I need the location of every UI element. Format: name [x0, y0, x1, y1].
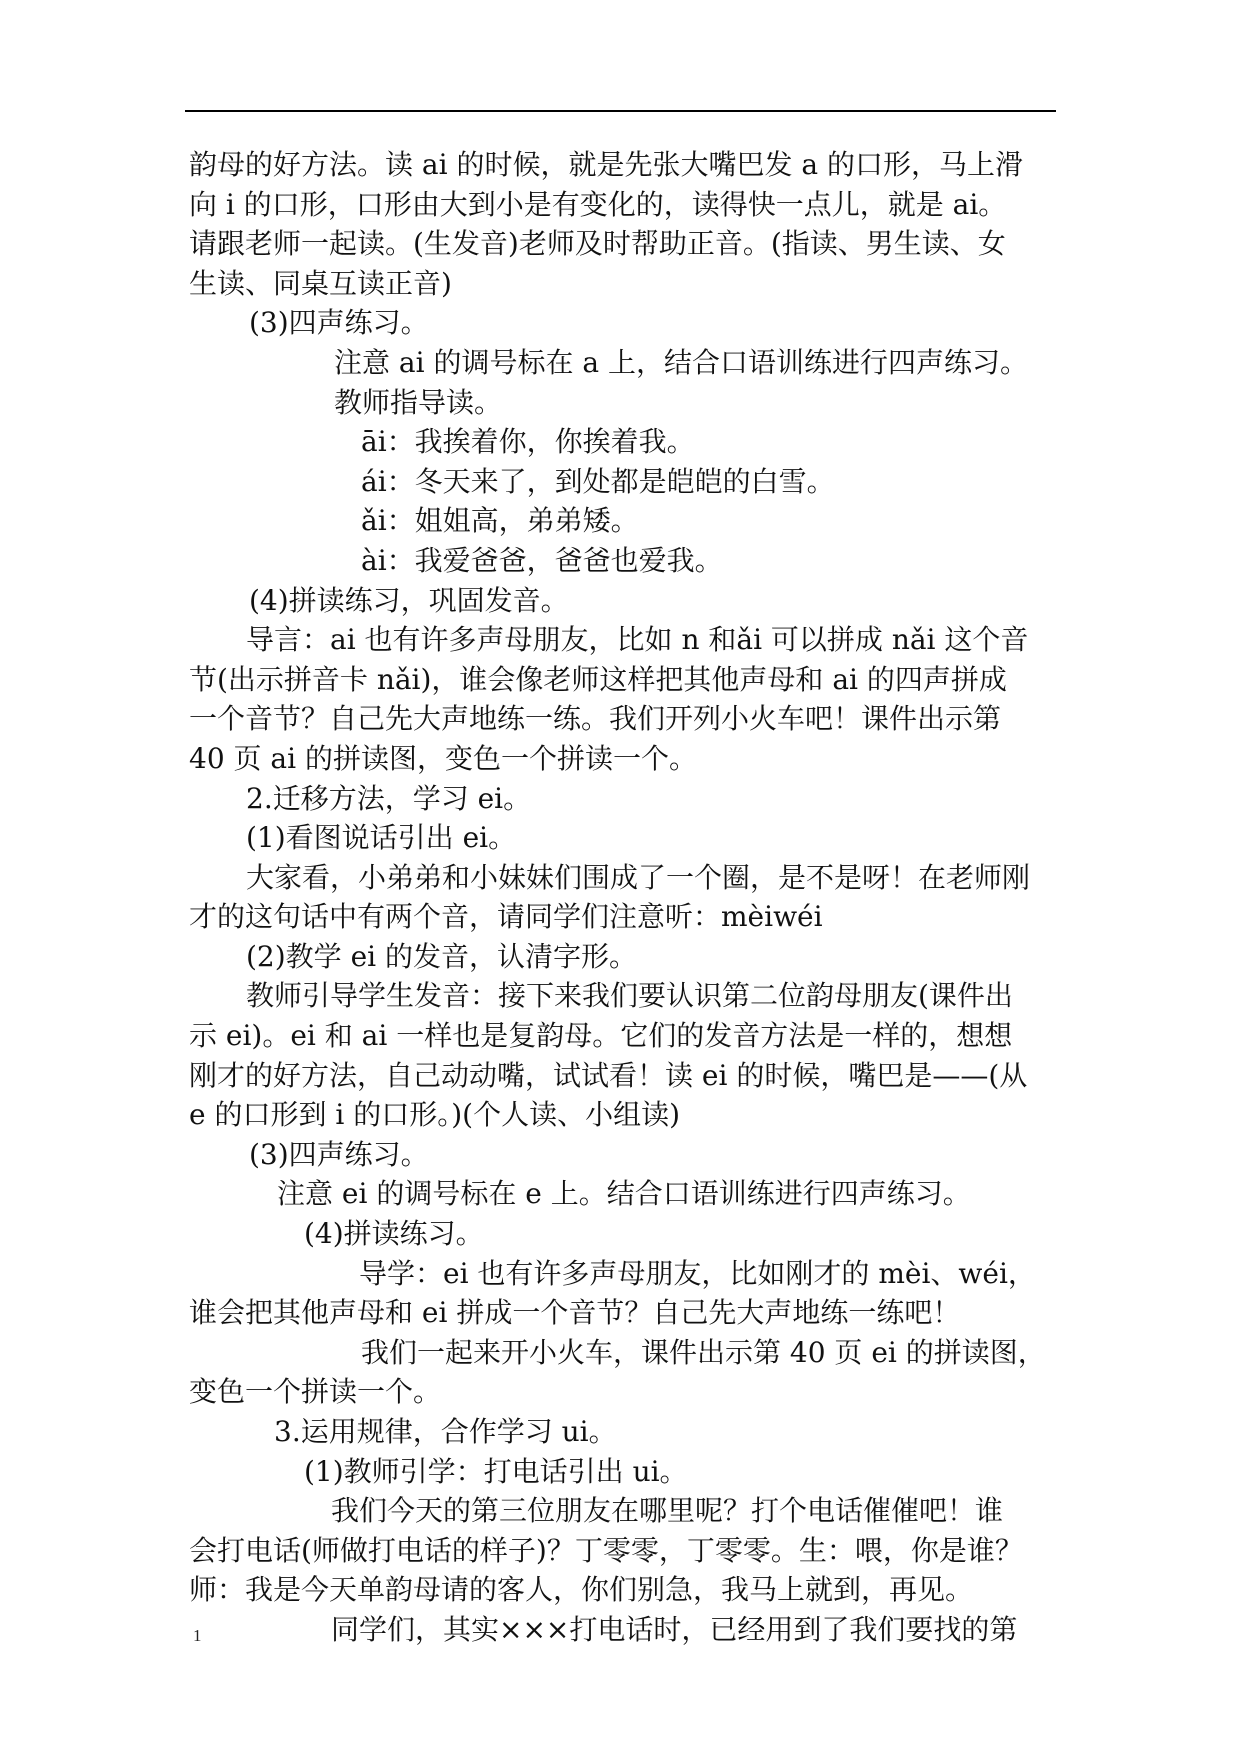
text-line: 示 ei)。ei 和 ai 一样也是复韵母。它们的发音方法是一样的，想想 — [189, 1019, 1013, 1053]
body-text — [189, 145, 1057, 1650]
text-line: 注意 ai 的调号标在 a 上，结合口语训练进行四声练习。 — [334, 345, 1028, 379]
text-line: ài：我爱爸爸，爸爸也爱我。 — [361, 543, 723, 577]
text-line: (3)四声练习。 — [249, 306, 429, 340]
page-number: 1 — [193, 1626, 202, 1645]
text-line: 节(出示拼音卡 nǎi)，谁会像老师这样把其他声母和 ai 的四声拼成 — [189, 662, 1007, 696]
text-line: 我们一起来开小火车，课件出示第 40 页 ei 的拼读图， — [361, 1335, 1046, 1369]
text-line: 刚才的好方法，自己动动嘴，试试看！读 ei 的时候，嘴巴是——(从 — [189, 1058, 1028, 1092]
text-line: 导学：ei 也有许多声母朋友，比如刚才的 mèi、wéi， — [359, 1256, 1036, 1290]
text-line: 会打电话(师做打电话的样子)？丁零零，丁零零。生：喂，你是谁？ — [189, 1533, 1023, 1567]
text-line: 教师引导学生发音：接下来我们要认识第二位韵母朋友(课件出 — [246, 979, 1013, 1013]
text-line: 一个音节？自己先大声地练一练。我们开列小火车吧！课件出示第 — [189, 702, 1002, 736]
text-line: 生读、同桌互读正音) — [189, 266, 452, 300]
text-line: 变色一个拼读一个。 — [189, 1375, 442, 1409]
text-line: (3)四声练习。 — [249, 1137, 429, 1171]
text-line: 谁会把其他声母和 ei 拼成一个音节？自己先大声地练一练吧！ — [189, 1296, 961, 1330]
text-line: 韵母的好方法。读 ai 的时候，就是先张大嘴巴发 a 的口形，马上滑 — [189, 148, 1023, 181]
text-line: 导言：ai 也有许多声母朋友，比如 n 和ǎi 可以拼成 nǎi 这个音 — [246, 623, 1029, 657]
text-line: 教师指导读。 — [334, 385, 503, 419]
header-rule — [185, 110, 1056, 112]
text-line: (1)教师引学：打电话引出 ui。 — [304, 1454, 688, 1488]
text-line: ǎi：姐姐高，弟弟矮。 — [361, 504, 639, 538]
text-line: ái：冬天来了，到处都是皑皑的白雪。 — [361, 464, 835, 498]
text-line: e 的口形到 i 的口形。)(个人读、小组读) — [189, 1098, 680, 1132]
text-line: 注意 ei 的调号标在 e 上。结合口语训练进行四声练习。 — [277, 1177, 971, 1211]
text-line: 40 页 ai 的拼读图，变色一个拼读一个。 — [189, 741, 697, 775]
text-line: āi：我挨着你，你挨着我。 — [361, 425, 695, 459]
text-line: 向 i 的口形，口形由大到小是有变化的，读得快一点儿，就是 ai。 — [189, 187, 1007, 221]
text-line: (2)教学 ei 的发音，认清字形。 — [246, 939, 637, 973]
text-line: 同学们，其实×××打电话时，已经用到了我们要找的第 — [331, 1612, 1018, 1646]
text-line: 大家看，小弟弟和小妹妹们围成了一个圈，是不是呀！在老师刚 — [246, 860, 1031, 894]
text-line: (4)拼读练习。 — [304, 1217, 484, 1251]
text-line: 2.迁移方法，学习 ei。 — [246, 781, 532, 815]
text-line: (1)看图说话引出 ei。 — [246, 821, 517, 855]
text-line: 3.运用规律，合作学习 ui。 — [274, 1415, 617, 1448]
text-line: 我们今天的第三位朋友在哪里呢？打个电话催催吧！谁 — [331, 1494, 1004, 1528]
text-line: (4)拼读练习，巩固发音。 — [249, 583, 569, 617]
text-line: 请跟老师一起读。(生发音)老师及时帮助正音。(指读、男生读、女 — [189, 227, 1006, 261]
text-line: 师：我是今天单韵母请的客人，你们别急，我马上就到，再见。 — [189, 1573, 974, 1607]
text-line: 才的这句话中有两个音，请同学们注意听：mèiwéi — [189, 900, 823, 934]
